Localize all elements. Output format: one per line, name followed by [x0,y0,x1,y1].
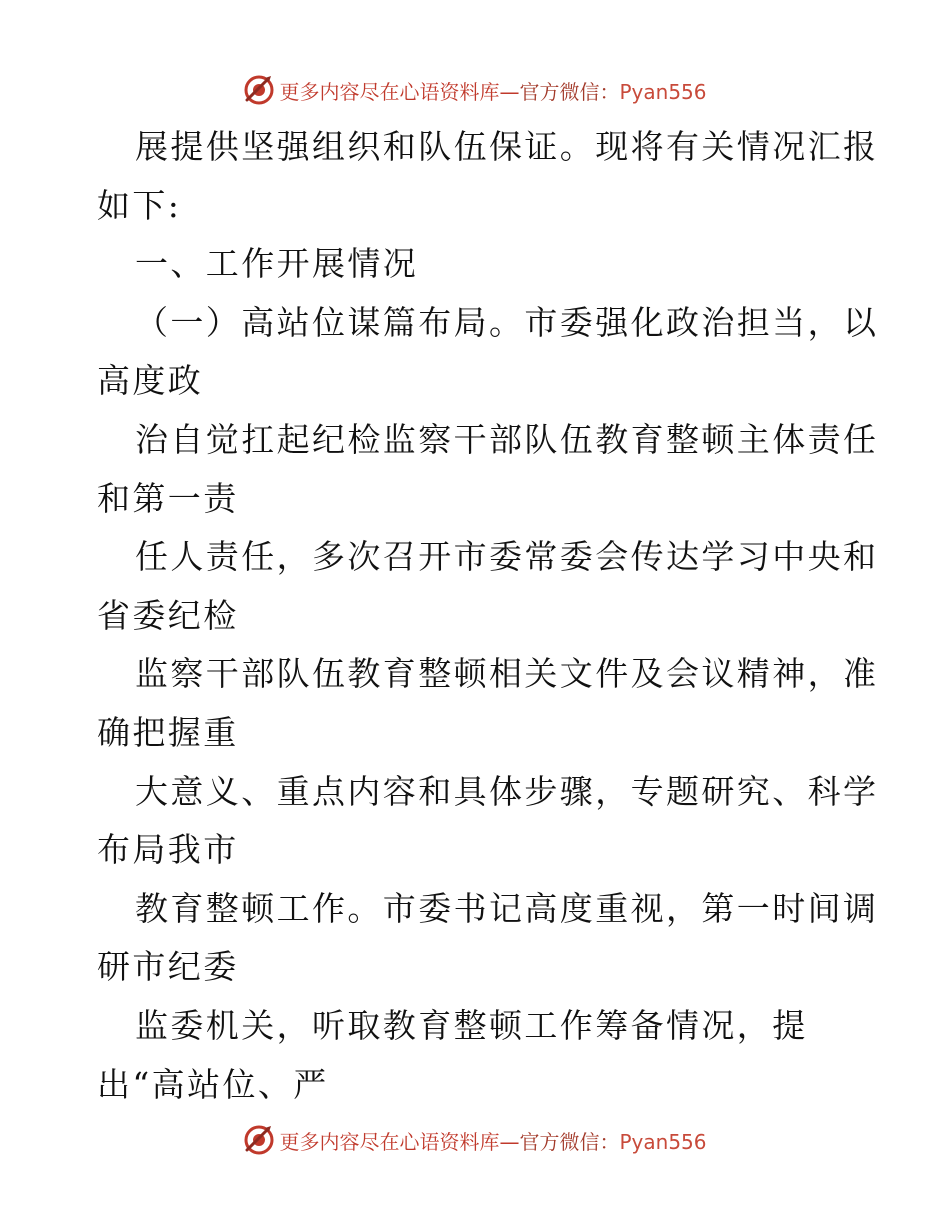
text-line: 监察干部队伍教育整顿相关文件及会议精神，准 [135,654,879,694]
header-watermark-banner [0,70,950,110]
text-line: 确把握重 [97,712,239,752]
text-line: 监委机关，听取教育整顿工作筹备情况，提 [135,1005,808,1045]
text-line: 布局我市 [97,830,239,870]
text-line: 任人责任，多次召开市委常委会传达学习中央和 [135,537,879,577]
text-line: 治自觉扛起纪检监察干部队伍教育整顿主体责任 [135,419,879,459]
banner-text [279,76,706,105]
logo-icon [243,1124,275,1156]
banner-official-label: 官方微信： [519,1129,620,1154]
document-body [97,118,879,1114]
banner-wechat-id: Pyan556 [619,1129,707,1154]
banner-wechat-id: Pyan556 [619,79,707,104]
text-line: 展提供坚强组织和队伍保证。现将有关情况汇报 [135,127,879,166]
section-heading: 一、工作开展情况 [135,244,419,284]
banner-separator: — [499,79,520,104]
text-line: 和第一责 [97,478,239,518]
text-line: 教育整顿工作。市委书记高度重视，第一时间调 [135,888,879,928]
banner-official-label: 官方微信： [519,79,620,104]
logo-icon [243,74,275,106]
banner-title: 更多内容尽在心语资料库 [279,79,500,104]
text-line: 省委纪检 [97,595,239,635]
footer-watermark-banner [0,1120,950,1160]
text-line: （一）高站位谋篇布局。市委强化政治担当，以 [135,302,879,342]
text-line: 高度政 [97,361,204,401]
text-line: 如下: [97,185,182,225]
banner-separator: — [499,1129,520,1154]
text-line: 大意义、重点内容和具体步骤，专题研究、科学 [135,771,879,811]
banner-title: 更多内容尽在心语资料库 [279,1129,500,1154]
text-line: 出“高站位、严 [97,1064,329,1104]
banner-text [279,1126,706,1155]
text-line: 研市纪委 [97,947,239,987]
